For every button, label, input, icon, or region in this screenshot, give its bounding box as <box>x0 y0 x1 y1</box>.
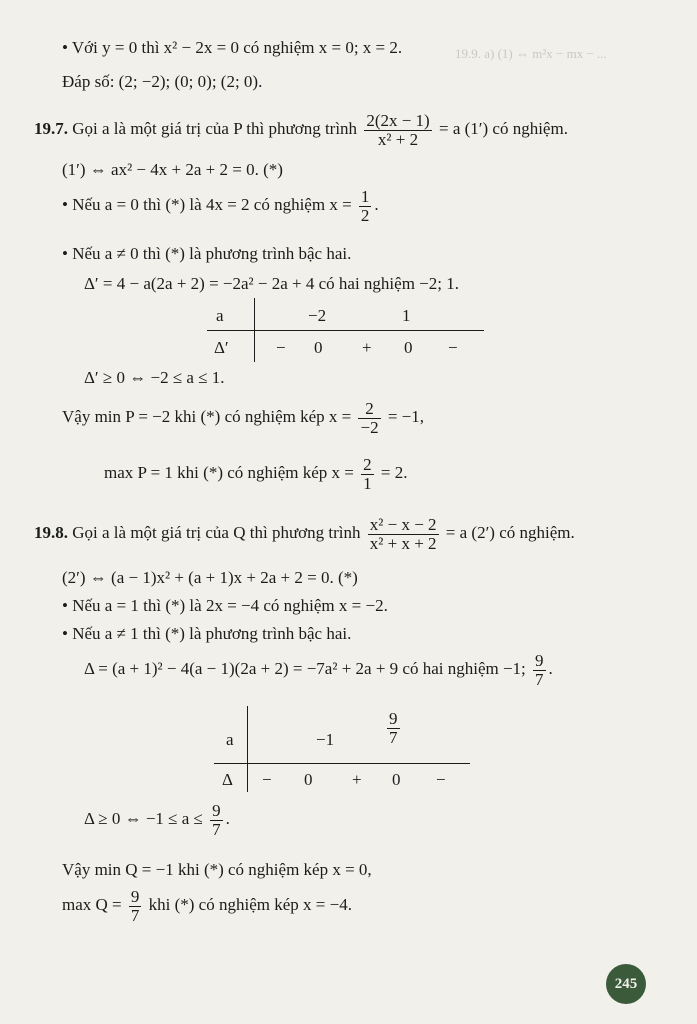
line-max-q: max Q = $\frac{9}{7}$ khi (*) có nghiệm kép x = −4. <box>62 886 352 925</box>
table2-zero-2: 0 <box>392 770 401 789</box>
page-number-badge: 245 <box>606 964 646 1004</box>
line-max-p: max P = 1 khi (*) có nghiệm kép x = $\frac{2}{1}$ = 2. <box>104 454 408 493</box>
fraction-19-7: $\frac{2(2x - 1)}{\text{x² + 2}}$ <box>366 110 430 149</box>
fraction-max-q: $\frac{9}{7}$ <box>130 886 140 925</box>
line-equation-1p: (1′) ⇔ ax² − 4x + 2a + 2 = 0. (*) <box>62 160 283 179</box>
fraction-root-9-7: $\frac{9}{7}$ <box>535 650 544 689</box>
table2-root-1: −1 <box>316 730 335 749</box>
table1-divider-v <box>254 298 255 362</box>
fraction-max-p: $\frac{2}{1}$ <box>363 454 372 493</box>
table1-sign-1: − <box>276 338 286 357</box>
problem-19-7-label: 19.7. <box>34 119 68 138</box>
table2-sign-3: − <box>436 770 446 789</box>
line-case-a0: • Nếu a = 0 thì (*) là 4x = 2 có nghiệm x = $\frac{1}{2}$ . <box>62 186 379 225</box>
line-case-y0: • Với y = 0 thì x² − 2x = 0 có nghiệm x = 0; x = 2. <box>62 38 403 57</box>
table2-sign-1: − <box>262 770 272 789</box>
table1-zero-1: 0 <box>314 338 323 357</box>
table1-divider-h <box>207 330 484 331</box>
line-min-q: Vậy min Q = −1 khi (*) có nghiệm kép x = 0, <box>62 860 372 879</box>
table2-zero-1: 0 <box>304 770 313 789</box>
table1-root-2: 1 <box>402 306 411 325</box>
line-discriminant-2: Δ = (a + 1)² − 4(a − 1)(2a + 2) = −7a² + 2a + 9 có hai nghiệm −1; $\frac{9}{7}$ . <box>84 650 553 689</box>
line-min-p: Vậy min P = −2 khi (*) có nghiệm kép x = $\frac{2}{-2}$ = −1, <box>62 398 425 437</box>
line-case-a-not1: • Nếu a ≠ 1 thì (*) là phương trình bậc hai. <box>62 624 352 643</box>
table2-row-var: Δ <box>222 770 233 789</box>
line-equation-2p: (2′) ⇔ (a − 1)x² + (a + 1)x + 2a + 2 = 0. (*) <box>62 568 358 587</box>
line-condition-1: Δ′ ≥ 0 ⇔ −2 ≤ a ≤ 1. <box>84 368 225 387</box>
table1-root-1: −2 <box>308 306 327 325</box>
fraction-min-p: $\frac{2}{-2}$ <box>360 398 379 437</box>
table1-sign-3: − <box>448 338 458 357</box>
table2-root-2 <box>384 710 403 747</box>
line-answer: Đáp số: (2; −2); (0; 0); (2; 0). <box>62 72 263 91</box>
bleed-through-text: 19.9. a) (1) ⇔ m²x − mx − ... <box>455 46 607 61</box>
problem-19-8-label: 19.8. <box>34 523 68 542</box>
table2-fraction-9-7: $\frac{9}{7}$ <box>389 709 398 747</box>
table2-divider-h <box>214 763 470 764</box>
line-discriminant-1: Δ′ = 4 − a(2a + 2) = −2a² − 2a + 4 có hai nghiệm −2; 1. <box>84 274 459 293</box>
problem-19-8-tail: = a (2′) có nghiệm. <box>445 523 575 542</box>
problem-19-8-text: Gọi a là một giá trị của Q thì phương trình <box>72 523 361 542</box>
line-case-a-nonzero: • Nếu a ≠ 0 thì (*) là phương trình bậc hai. <box>62 244 352 263</box>
problem-19-7-text: Gọi a là một giá trị của P thì phương trình <box>72 119 358 138</box>
problem-19-8-header <box>34 514 575 553</box>
problem-19-7-header <box>34 110 568 149</box>
table2-header-var: a <box>226 730 234 749</box>
table2-divider-v <box>247 706 248 792</box>
table1-row-var: Δ′ <box>214 338 229 357</box>
fraction-half: $\frac{1}{2}$ <box>360 186 370 225</box>
problem-19-7-tail: = a (1′) có nghiệm. <box>438 119 568 138</box>
line-case-a1: • Nếu a = 1 thì (*) là 2x = −4 có nghiệm x = −2. <box>62 596 388 615</box>
table2-sign-2: + <box>352 770 362 789</box>
fraction-19-8: $\frac{\text{x² − x − 2}}{\text{x² + x + 2}}$ <box>369 514 437 553</box>
line-condition-2: Δ ≥ 0 ⇔ −1 ≤ a ≤ $\frac{9}{7}$ . <box>84 800 230 839</box>
table1-header-var: a <box>216 306 224 325</box>
table1-zero-2: 0 <box>404 338 413 357</box>
table1-sign-2: + <box>362 338 372 357</box>
fraction-bound-9-7: $\frac{9}{7}$ <box>212 800 221 839</box>
